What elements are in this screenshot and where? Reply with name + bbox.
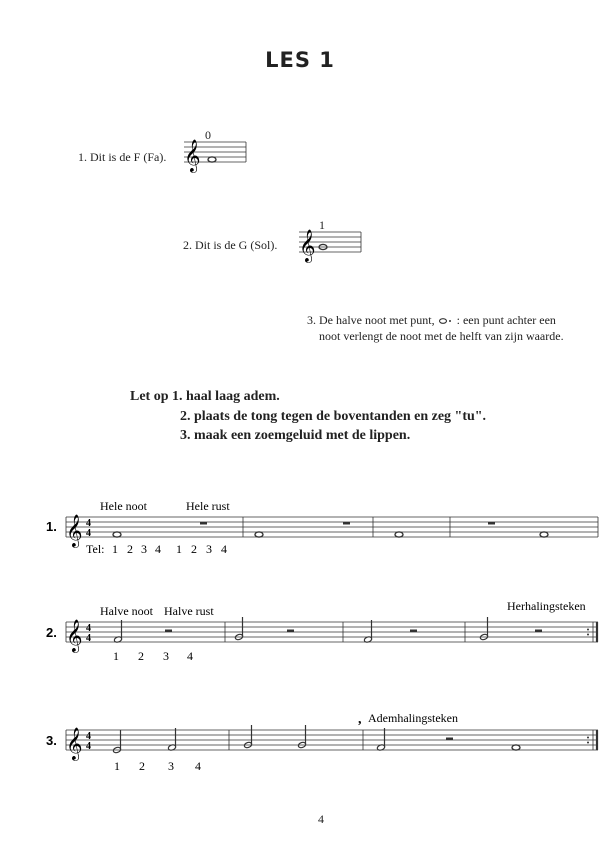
label-half-rest: Halve rust [164, 604, 214, 618]
count-label: 3 [141, 542, 147, 556]
whole-rest-icon [343, 522, 350, 525]
count-label: 4 [155, 542, 161, 556]
intro-item-3-text-rest: : een punt achter een [456, 313, 556, 327]
whole-rest-icon [488, 522, 495, 525]
treble-clef-icon: 𝄞 [299, 231, 316, 262]
time-sig-top: 4 [86, 518, 91, 529]
time-sig-bottom: 4 [86, 528, 91, 539]
count-label: 2 [139, 759, 145, 773]
tip-line-1: Let op 1. haal laag adem. [130, 389, 280, 404]
count-label: 2 [127, 542, 133, 556]
count-prefix: Tel: [86, 542, 105, 556]
count-label: 1 [114, 759, 120, 773]
time-sig-top: 4 [86, 623, 91, 634]
fingering-number-g: 1 [319, 218, 325, 232]
whole-note-icon [208, 157, 216, 162]
whole-note-icon [540, 532, 548, 537]
count-label: 1 [113, 649, 119, 663]
exercise-2-staff [0, 600, 600, 670]
tip-line-3: 3. maak een zoemgeluid met de lippen. [180, 428, 411, 443]
dotted-half-note-icon [438, 315, 454, 325]
count-label: 4 [195, 759, 201, 773]
treble-clef-icon: 𝄞 [66, 516, 83, 547]
staff-g-note [295, 226, 367, 266]
half-rest-icon [446, 738, 453, 741]
fingering-number-f: 0 [205, 128, 211, 142]
count-label: 3 [163, 649, 169, 663]
whole-rest-icon [200, 522, 207, 525]
intro-item-2: 2. Dit is de G (Sol). [183, 238, 278, 252]
breath-mark-icon: , [358, 712, 362, 727]
label-whole-rest: Hele rust [186, 499, 230, 513]
label-whole-note: Hele noot [100, 499, 147, 513]
intro-item-1: 1. Dit is de F (Fa). [78, 150, 167, 164]
count-label: 2 [191, 542, 197, 556]
time-sig-bottom: 4 [86, 633, 91, 644]
whole-note-icon [512, 745, 520, 750]
count-label: 3 [168, 759, 174, 773]
half-rest-icon [535, 630, 542, 633]
label-breath-mark: Ademhalingsteken [368, 711, 458, 725]
exercise-number: 3. [46, 733, 57, 748]
treble-clef-icon: 𝄞 [66, 621, 83, 652]
whole-note-icon [395, 532, 403, 537]
half-rest-icon [287, 630, 294, 633]
time-sig-top: 4 [86, 731, 91, 742]
treble-clef-icon: 𝄞 [66, 729, 83, 760]
exercise-1-staff [0, 490, 600, 560]
exercise-number: 1. [46, 519, 57, 534]
treble-clef-icon: 𝄞 [184, 141, 201, 172]
half-rest-icon [410, 630, 417, 633]
page-title: LES 1 [265, 48, 335, 72]
exercise-number: 2. [46, 625, 57, 640]
exercise-3-staff [0, 708, 600, 780]
staff-f-note [180, 136, 252, 176]
count-label: 1 [176, 542, 182, 556]
whole-note-icon [255, 532, 263, 537]
count-label: 3 [206, 542, 212, 556]
half-rest-icon [165, 630, 172, 633]
time-sig-bottom: 4 [86, 741, 91, 752]
count-label: 4 [187, 649, 193, 663]
label-half-note: Halve noot [100, 604, 153, 618]
intro-item-3-text: 3. De halve noot met punt, [307, 313, 435, 327]
intro-item-3-line1 [307, 313, 556, 328]
count-label: 1 [112, 542, 118, 556]
count-label: 2 [138, 649, 144, 663]
intro-item-3-line2: noot verlengt de noot met de helft van zijn waarde. [319, 329, 564, 343]
tip-line-2: 2. plaats de tong tegen de boventanden en zeg "tu". [180, 409, 487, 424]
count-label: 4 [221, 542, 227, 556]
whole-note-icon [113, 532, 121, 537]
label-repeat-sign: Herhalingsteken [507, 600, 586, 613]
page-number: 4 [318, 812, 324, 826]
